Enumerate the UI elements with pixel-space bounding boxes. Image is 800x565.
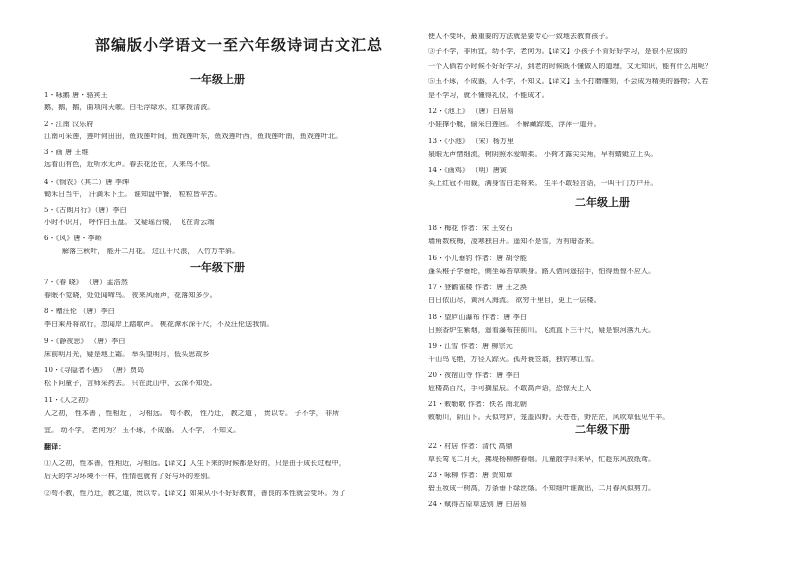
left-line: 李白乘舟将欲行，忽闻岸上踏歌声。 桃花潭水深千尺，不及汪伦送我情。 [44, 321, 274, 328]
left-line: 1・咏鹅 唐・骆宾王 [44, 92, 108, 99]
left-line: 4・《悯农》（其二）唐 李绅 [44, 179, 130, 186]
right-line: 白日依山尽，黄河入海流。 欲穷千里目，更上一层楼。 [428, 297, 601, 304]
right-line: 23・咏柳 作者：唐 贺知章 [428, 472, 513, 479]
right-line: 危楼高百尺，手可摘星辰。不敢高声语，恐惊天上人 [428, 385, 592, 392]
right-line: 21・敕勒歌 作者：佚名 南北朝 [428, 401, 527, 408]
right-line: 17・登鹳雀楼 作者：唐 王之涣 [428, 284, 527, 291]
right-line: 一个人倘若小时候不好好学习，到老的时候既不懂做人的道理，又无知识，能有什么用呢？ [428, 63, 712, 70]
right-line: 头上红冠不用裁，满身雪白走将来。 生平不敢轻言语，一叫千门万户开。 [428, 180, 658, 187]
right-line: 小娃撑小艇，偷采白莲回。 不解藏踪迹，浮萍一道开。 [428, 121, 601, 128]
right-line: 18・望庐山瀑布 作者：唐 李白 [428, 314, 527, 321]
right-line: 19・江雪 作者：唐 柳宗元 [428, 343, 513, 350]
left-line: 3・画 唐 王维 [44, 149, 89, 156]
left-line: 10・《寻隐者不遇》 （唐）贾岛 [44, 367, 145, 374]
left-line: ①人之初，性本善，性相近，习相远。【译文】人生下来的时候都是好的，只是由于成长过程中， [44, 460, 346, 467]
right-line: 18・梅花 作者：宋 王安石 [428, 225, 513, 232]
left-line: 解落三秋叶， 能开二月花。 过江千尺浪， 入竹万竿斜。 [62, 248, 240, 255]
left-line: 床前明月光，疑是地上霜。 举头望明月，低头思故乡 [44, 351, 210, 358]
left-line: 11・《人之初》 [44, 397, 93, 404]
left-line: 9・《静夜思》 （唐）李白 [44, 338, 126, 345]
right-line: ⑤玉不琢，不成器，人不学，不知义。【译文】玉不打磨雕刻，不会成为精美的器物；人若 [428, 78, 709, 85]
left-line: ②苟不教，性乃迁，教之道，贵以专。【译文】如果从小不好好教育，善良的本性就会变坏。为了 [44, 490, 346, 497]
right-line: 使人不变坏，最重要的方法就是要专心一致地去教育孩子。 [428, 33, 613, 40]
left-line: 远看山有色，近听水无声。春去花还在，人来鸟不惊。 [44, 161, 215, 168]
left-line: 7・《春 晓》 （唐）孟浩然 [44, 279, 128, 286]
right-line: ③子不学，非所宜，幼不学，老何为。【译文】小孩子不肯好好学习，是很不应该的 [428, 48, 688, 55]
left-line: 8・赠汪伦 （唐）李白 [44, 308, 115, 315]
left-line: 鹅，鹅，鹅，曲项向天歌。白毛浮绿水，红掌拨清波。 [44, 104, 215, 111]
section-heading-grade2-lower: 二年级下册 [575, 423, 630, 436]
right-line: 碧玉妆成一树高，万条垂下绿丝绦。不知细叶谁裁出，二月春风似剪刀。 [428, 485, 656, 492]
section-heading-grade1-lower: 一年级下册 [190, 261, 245, 274]
left-line: 后天的学习环境不一样，性情也就有了好与坏的差别。 [44, 473, 215, 480]
right-line: 千山鸟飞绝，万径人踪灭。孤舟蓑笠翁，独钓寒江雪。 [428, 356, 599, 363]
right-line: 日照香炉生紫烟，遥看瀑布挂前川。飞流直下三千尺，疑是银河落九天。 [428, 327, 656, 334]
right-line: 墙角数枝梅，凌寒独自开。遥知不是雪，为有暗香来。 [428, 238, 599, 245]
translation-label: 翻译： [44, 443, 66, 450]
right-line: 20・夜宿山寺 作者：唐 李白 [428, 372, 520, 379]
right-line: 草长莺飞二月天，拂堤杨柳醉春烟。儿童散学归来早，忙趁东风放纸鸢。 [428, 456, 656, 463]
right-line: 16・小儿垂钓 作者：唐 胡令能 [428, 255, 527, 262]
left-line: 小时不识月， 呼作白玉盘。 又疑瑶台镜， 飞在青云端 [44, 219, 215, 226]
document-title: 部编版小学语文一至六年级诗词古文汇总 [95, 36, 384, 54]
right-line: 蓬头稚子学垂纶，侧坐莓苔草映身。路人借问遥招手，怕得鱼惊不应人。 [428, 268, 656, 275]
section-heading-grade1-upper: 一年级上册 [190, 73, 245, 86]
left-line: 春眠不觉晓，处处闻啼鸟。 夜来风雨声，花落知多少。 [44, 292, 217, 299]
left-line: 6・《风》唐・李峤 [44, 235, 102, 242]
left-line: 锄禾日当午， 汗滴禾下土。 谁知盘中餐， 粒粒皆辛苦。 [44, 191, 222, 198]
right-line: 14・《画鸡》 （明）唐寅 [428, 167, 507, 174]
left-line: 人之初， 性本善 ，性相近 ， 习相远。 苟不教， 性乃迁， 教之道 ， 贵以专。 子不学， 非所 [44, 410, 340, 417]
left-line: 2・江南 汉乐府 [44, 121, 94, 128]
right-line: 22・村居 作者：清代 高鼎 [428, 443, 513, 450]
right-line: 敕勒川，阴山下。天似穹庐，笼盖四野。天苍苍，野茫茫，风吹草低见牛羊。 [428, 414, 670, 421]
left-line: 江南可采莲，莲叶何田田，鱼戏莲叶间，鱼戏莲叶东，鱼戏莲叶西，鱼戏莲叶南，鱼戏莲叶北。 [44, 133, 343, 140]
left-line: 宜。 幼不学， 老何为？ 玉不琢，不成器。 人不学， 不知义。 [44, 427, 241, 434]
right-line: 12・《池上》 （唐）白居易 [428, 108, 515, 115]
right-line: 24・赋得古原草送别 唐 白居易 [428, 501, 527, 508]
right-line: 泉眼无声惜细流，树阴照水爱晴柔。 小荷才露尖尖角，早有蜻蜓立上头。 [428, 151, 658, 158]
right-line: 是不学习，就不懂得礼仪，不能成才。 [428, 92, 549, 99]
right-line: 13・《小池》 （宋）杨万里 [428, 138, 515, 145]
left-line: 松下问童子，言师采药去。 只在此山中，云深不知处。 [44, 380, 217, 387]
left-line: 5・《古朗月行》（唐）李白 [44, 207, 127, 214]
section-heading-grade2-upper: 二年级上册 [575, 196, 630, 209]
